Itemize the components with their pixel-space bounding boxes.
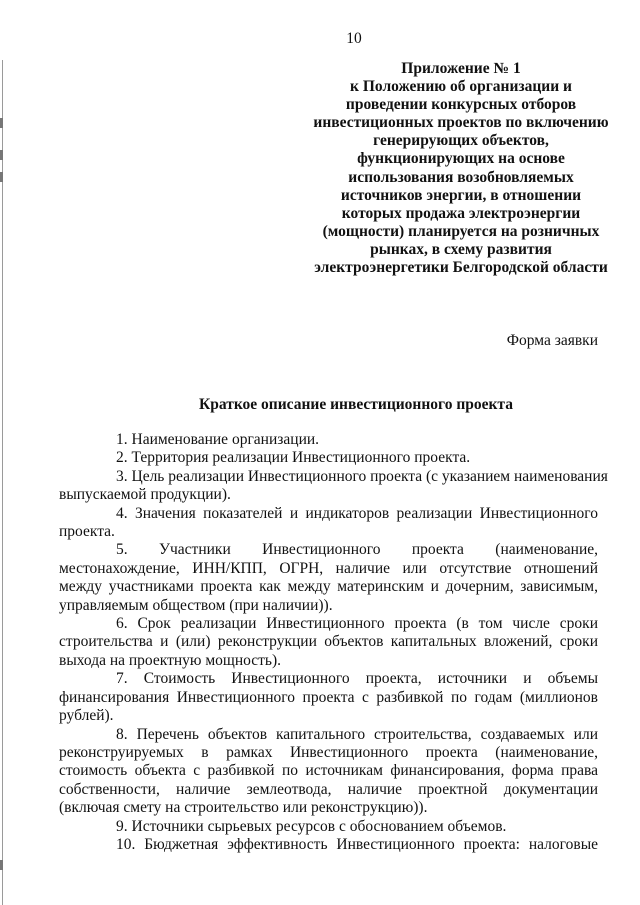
item-line: собственности, наличие землеотвода, наличие проектной документации xyxy=(59,780,598,798)
page-number: 10 xyxy=(346,30,362,47)
item-line: между участниками проекта как между материнским и дочерним, зависимым, xyxy=(59,578,598,596)
item-line: 3. Цель реализации Инвестиционного проекта (с указанием наименования xyxy=(116,467,608,485)
page-edge-mark xyxy=(0,860,3,870)
appendix-line: инвестиционных проектов по включению xyxy=(313,114,609,132)
list-item xyxy=(59,504,598,542)
item-line: 5. Участники Инвестиционного проекта (наименование, xyxy=(116,541,598,559)
item-line: 10. Бюджетная эффективность Инвестиционного проекта: налоговые xyxy=(116,835,598,853)
appendix-header xyxy=(300,60,622,277)
item-line: 6. Срок реализации Инвестиционного проекта (в том числе сроки xyxy=(116,615,598,633)
item-line: 7. Стоимость Инвестиционного проекта, источники и объемы xyxy=(116,670,598,688)
item-line: управляемым обществом (при наличии)). xyxy=(59,596,333,614)
list-item xyxy=(59,670,598,725)
appendix-line: которых продажа электроэнергии xyxy=(341,204,581,222)
item-line: 9. Источники сырьевых ресурсов с обоснованием объемов. xyxy=(116,817,507,835)
list-item xyxy=(116,449,598,467)
item-line: финансирования Инвестиционного проекта с разбивкой по годам (миллионов xyxy=(59,688,598,706)
item-line: выпускаемой продукции). xyxy=(59,486,231,504)
item-line: выхода на проектную мощность). xyxy=(59,651,282,669)
list-item xyxy=(59,467,608,505)
list-item xyxy=(116,818,598,836)
page-edge-mark xyxy=(0,118,3,128)
page-edge-mark xyxy=(0,150,3,160)
document-title: Краткое описание инвестиционного проекта xyxy=(199,396,513,413)
appendix-line: Приложение № 1 xyxy=(401,60,521,77)
page-edge-line xyxy=(2,60,3,905)
form-label: Форма заявки xyxy=(506,332,598,349)
appendix-line: электроэнергетики Белгородской области xyxy=(314,259,608,277)
list-item xyxy=(116,431,598,449)
page-edge-mark xyxy=(0,172,3,182)
item-line: проекта. xyxy=(59,523,115,541)
appendix-line: функционирующих на основе xyxy=(357,150,565,168)
item-line: 4. Значения показателей и индикаторов реализации Инвестиционного xyxy=(116,504,598,522)
item-line: 1. Наименование организации. xyxy=(116,431,320,448)
item-line: 2. Территория реализации Инвестиционного проекта. xyxy=(116,449,471,467)
item-line: реконструируемых в рамках Инвестиционного проекта (наименование, xyxy=(59,743,598,761)
appendix-line: генерирующих объектов, xyxy=(373,132,549,150)
appendix-line: использования возобновляемых xyxy=(348,168,574,186)
appendix-line: к Положению об организации и xyxy=(350,78,572,96)
item-line: стоимость объекта с разбивкой по источникам финансирования, форма права xyxy=(59,762,598,780)
item-line: строительства и (или) реконструкции объектов капитальных вложений, сроки xyxy=(59,633,598,651)
item-list xyxy=(59,431,608,854)
appendix-line: проведении конкурсных отборов xyxy=(345,96,577,114)
list-item xyxy=(59,541,598,615)
item-line: 8. Перечень объектов капитального строительства, создаваемых или xyxy=(116,725,598,743)
list-item xyxy=(59,615,598,670)
item-line: (включая смету на строительство или реконструкцию)). xyxy=(59,799,428,817)
appendix-line: источников энергии, в отношении xyxy=(340,186,582,204)
appendix-line: рынках, в схему развития xyxy=(370,240,552,258)
item-line: рублей). xyxy=(59,707,114,725)
list-item xyxy=(59,725,598,818)
item-line: местонахождение, ИНН/КПП, ОГРН, наличие или отсутствие отношений xyxy=(59,559,598,577)
list-item xyxy=(116,836,598,854)
appendix-line: (мощности) планируется на розничных xyxy=(322,222,600,240)
